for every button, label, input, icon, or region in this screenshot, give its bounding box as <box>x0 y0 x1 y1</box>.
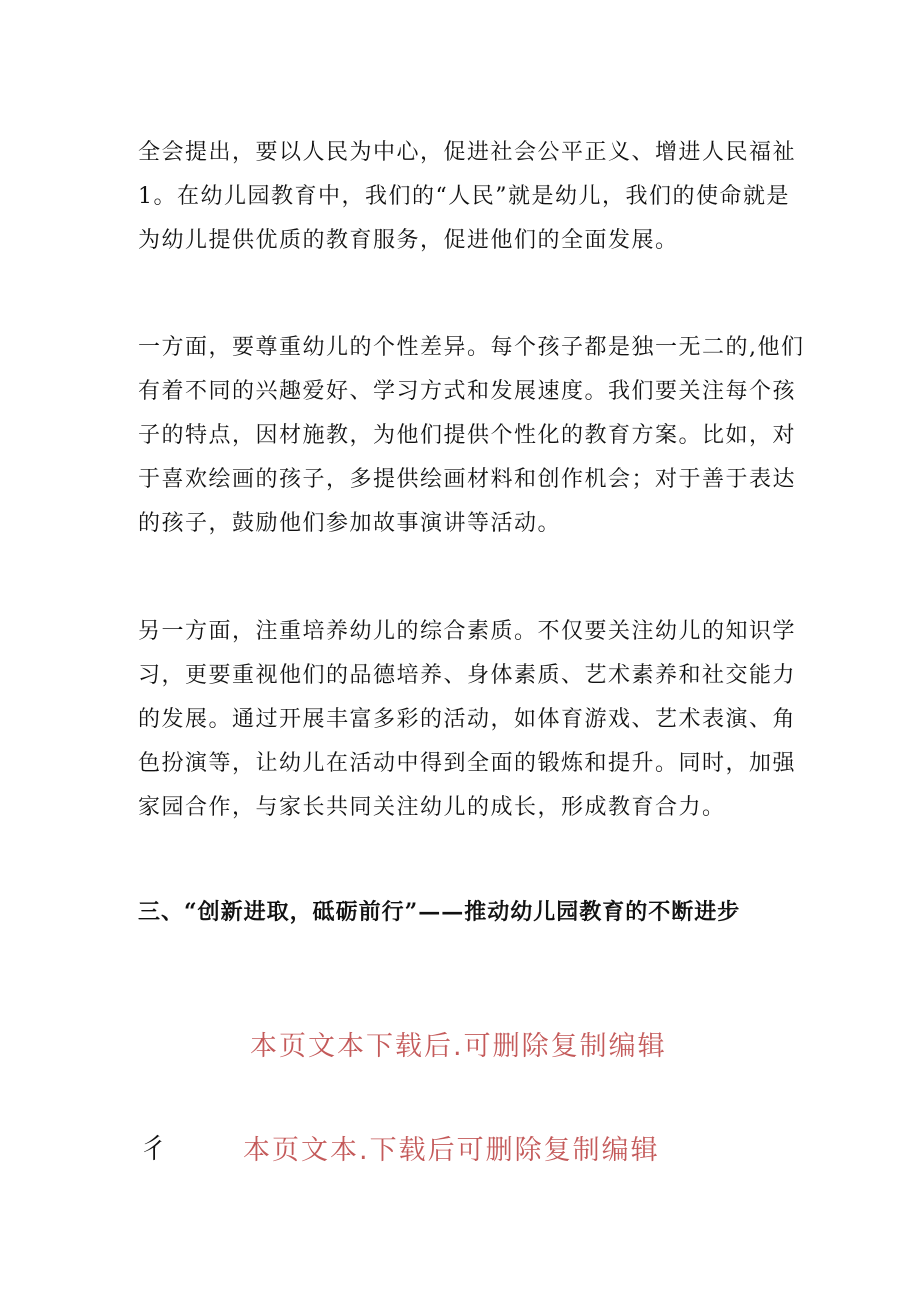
paragraph-1 <box>138 131 798 263</box>
paragraph-line: 色扮演等，让幼儿在活动中得到全面的锻炼和提升。同时，加强 <box>138 751 797 776</box>
watermark-text-2: 本页文本.下载后可删除复制编辑 <box>243 1135 660 1166</box>
paragraph-line: 习，更要重视他们的品德培养、身体素质、艺术素养和社交能力 <box>138 663 797 688</box>
paragraph-line: 1。在幼儿园教育中，我们的“人民”就是幼儿，我们的使命就是 <box>138 184 790 209</box>
paragraph-line: 一方面，要尊重幼儿的个性差异。每个孩子都是独一无二的,他们 <box>138 335 805 360</box>
paragraph-line: 有着不同的兴趣爱好、学习方式和发展速度。我们要关注每个孩 <box>138 379 797 404</box>
stray-glyph: 彳 <box>140 1134 167 1165</box>
paragraph-line: 子的特点，因材施教，为他们提供个性化的教育方案。比如，对 <box>138 423 797 448</box>
paragraph-line: 全会提出，要以人民为中心，促进社会公平正义、增进人民福祉 <box>138 140 797 165</box>
paragraph-3 <box>138 610 798 830</box>
paragraph-line: 于喜欢绘画的孩子，多提供绘画材料和创作机会；对于善于表达 <box>138 467 797 492</box>
paragraph-line: 为幼儿提供优质的教育服务，促进他们的全面发展。 <box>138 228 679 253</box>
watermark-text-1: 本页文本下载后.可删除复制编辑 <box>250 1031 667 1062</box>
paragraph-line: 另一方面，注重培养幼儿的综合素质。不仅要关注幼儿的知识学 <box>138 619 797 644</box>
paragraph-line: 的孩子，鼓励他们参加故事演讲等活动。 <box>138 511 562 536</box>
paragraph-line: 家园合作，与家长共同关注幼儿的成长，形成教育合力。 <box>138 795 726 820</box>
paragraph-line: 的发展。通过开展丰富多彩的活动，如体育游戏、艺术表演、角 <box>138 707 797 732</box>
section-heading: 三、“创新进取，砥砺前行”——推动幼儿园教育的不断进步 <box>138 899 741 925</box>
paragraph-2 <box>138 326 805 546</box>
